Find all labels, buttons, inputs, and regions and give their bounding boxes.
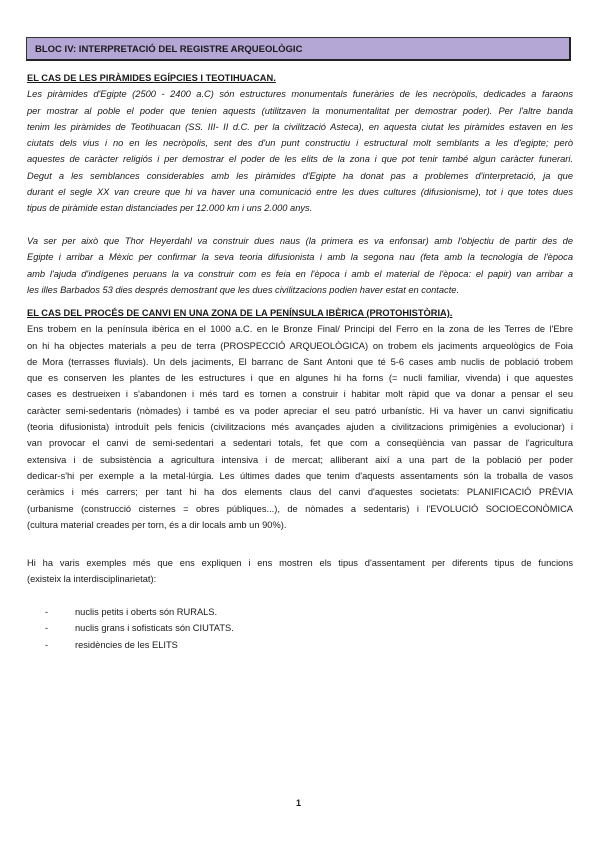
section-heading: EL CAS DE LES PIRÀMIDES EGÍPCIES I TEOTIHUACAN. xyxy=(27,73,276,83)
block-title: BLOC IV: INTERPRETACIÓ DEL REGISTRE ARQUEOLÒGIC xyxy=(35,44,303,55)
bullet-marker: - xyxy=(45,639,49,650)
text-line: cases es destrueixen i s'abandonen i més tard es tornen a construir i habitar molt ràpid que va donar a pensar el seu xyxy=(27,389,573,400)
text-line: (cultura material creades per torn, és a dir locals amb un 90%). xyxy=(27,519,287,530)
section-header-box xyxy=(26,37,571,61)
text-line: Va ser per això que Thor Heyerdahl va construir dues naus (la primera es va enfonsar) amb l'objectiu de partir des de xyxy=(27,235,573,246)
text-line: dedicar-s'hi per exemple a la metal·lúrgia. Les últimes dades que tenim d'aquests assentaments són la troballa de vasos xyxy=(27,470,573,481)
section-pyramids xyxy=(27,70,573,298)
paragraph xyxy=(27,321,573,533)
text-line: van provocar el canvi de semi-sedentari a sedentari totals, fet que com a conseqüència van passar de l'agricultura xyxy=(27,438,573,449)
text-line: (urbanisme (construcció cisternes = obres públiques...), de nòmades a sedentaris) i l'EVOLUCIÓ SOCIOECONÒMICA xyxy=(27,503,573,514)
section-iberian xyxy=(27,305,573,653)
list-item xyxy=(27,620,573,636)
text-line: durant el segle XX van creure que hi va haver una comunicació entre les dues cultures (difusionisme), tot i que totes dues xyxy=(27,187,573,198)
text-line: tipus de piràmide estan distanciades per 12.000 km i uns 2.000 anys. xyxy=(27,203,313,214)
text-line: que es conserven les plantes de les estructures i que en algunes hi ha forns (= nucli familiar, vivenda) i que aquestes xyxy=(27,373,573,384)
text-line: Egipte i arribar a Mèxic per confirmar la seva teoria difusionista i amb la segona nau (feta amb la tecnologia de l'època xyxy=(27,252,573,263)
list-item-text: nuclis petits i oberts són RURALS. xyxy=(75,607,218,618)
list-item-text: residències de les ELITS xyxy=(75,639,178,650)
text-line: (existeix la interdisciplinarietat): xyxy=(27,574,157,585)
text-line: Les piràmides d'Egipte (2500 - 2400 a.C) són estructures monumentals funeràries de les necròpolis, dedicades a faraons xyxy=(27,89,573,100)
paragraph xyxy=(27,86,573,216)
text-line: caràcter semi-sedentaris (nòmades) i també es va poder apreciar el seu patró urbanístic. Hi va haver un canvi significatiu xyxy=(27,405,573,416)
list-item-text: nuclis grans i sofisticats són CIUTATS. xyxy=(75,623,234,634)
bullet-marker: - xyxy=(45,607,49,618)
page-number: 1 xyxy=(296,798,302,808)
text-line: per mostrar al poble el poder que tenien aquests (utilitzaven la monumentalitat per demostrar poder). Per l'altre banda xyxy=(27,105,573,116)
paragraph xyxy=(27,233,573,298)
text-line: amb l'ajuda d'indígenes peruans la va construir com es feia en l'època i amb el material de l'època: el papir) van arribar a xyxy=(27,268,573,279)
text-line: tenim les piràmides de Teotihuacan (SS. III- II d.C. per la civilització Asteca), en aquesta ciutat les piràmides estaven en les xyxy=(27,121,573,132)
text-line: ceràmics i més carrers; per tant hi ha dos elements claus del canvi d'aquestes societats: PLANIFICACIÓ PRÈVIA xyxy=(27,487,573,498)
list-item xyxy=(27,604,573,620)
bullet-list xyxy=(27,604,573,653)
text-line: les illes Barbados 53 dies després demostrant que les dues civilitzacions podien haver estat en contacte. xyxy=(27,284,460,295)
text-line: on hi ha objectes materials a peu de terra (PROSPECCIÓ ARQUEOLÒGICA) on trobem els jaciments arqueològics de Foia xyxy=(27,340,573,351)
text-line: Degut a les semblances considerables amb les piràmides d'Egipte ha donat pas a problemes d'interpretació, ja que xyxy=(27,170,573,181)
list-item xyxy=(27,637,573,653)
text-line: Hi ha varis exemples més que ens expliquen i ens mostren els tipus d'assentament per diferents tipus de funcions xyxy=(27,558,573,569)
text-line: ciutats dels vius i no en les necròpolis, sent des d'un punt constructiu i estructural molt semblants a les d'egipte; però xyxy=(27,138,573,149)
text-line: de Mora (terrasses fluvials). Un dels jaciments, El barranc de Sant Antoni que té 5-6 cases amb nuclis de població trobem xyxy=(27,356,573,367)
text-line: extensiva i de subsistència a agricultura intensiva i de mercat; alliberant així a una part de la població per poder xyxy=(27,454,573,465)
section-heading: EL CAS DEL PROCÉS DE CANVI EN UNA ZONA DE LA PENÍNSULA IBÈRICA (PROTOHISTÒRIA). xyxy=(27,308,453,318)
text-line: aquestes de caràcter religiós i per demostrar el poder de les elits de la zona i que pot tenir també algun caràcter funerari. xyxy=(27,154,573,165)
text-line: Ens trobem en la península ibèrica en el 1000 a.C. en le Bronze Final/ Principi del Ferro en la zona de les Terres de l'Ebre xyxy=(27,324,573,335)
paragraph xyxy=(27,555,573,588)
bullet-marker: - xyxy=(45,623,49,634)
text-line: (teoria difusionista) introduït pels fenicis (civilitzacions més avançades ajuden a civilitzacions primigènies a evolucionar) i xyxy=(27,422,573,433)
